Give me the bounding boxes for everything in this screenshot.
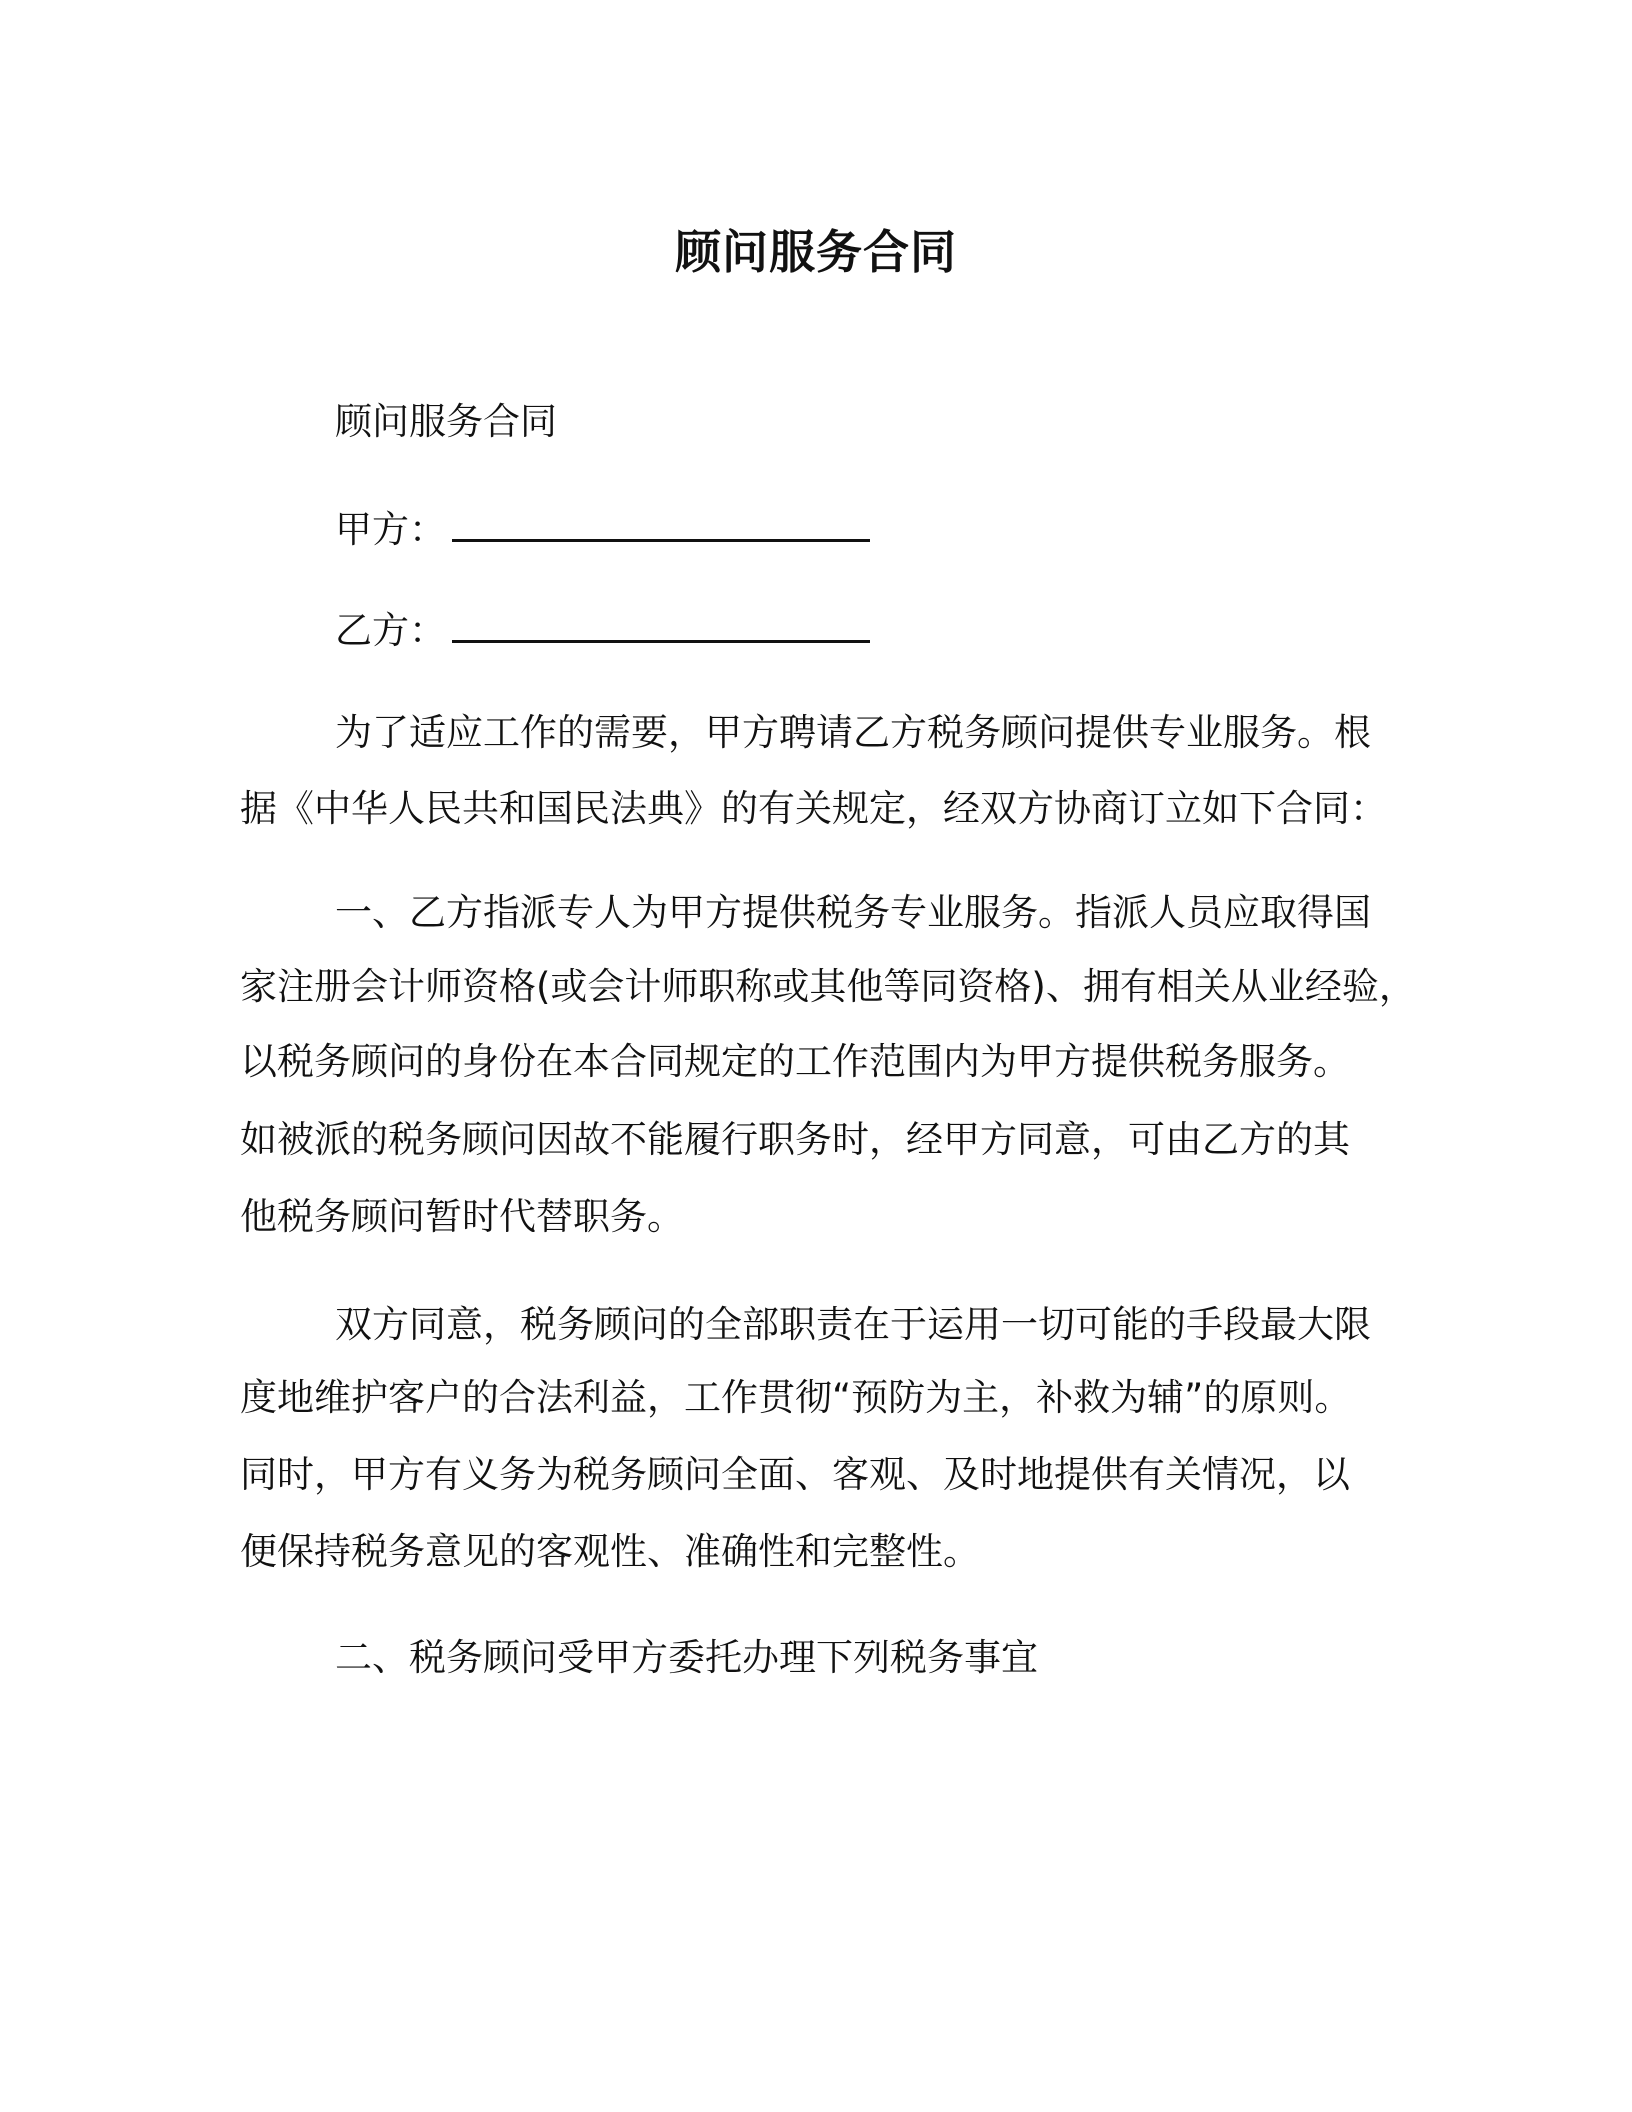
paragraph-line: 一、乙方指派专人为甲方提供税务专业服务。指派人员应取得国	[335, 891, 1371, 934]
document-subtitle: 顾问服务合同	[335, 400, 557, 443]
section-heading: 二、税务顾问受甲方委托办理下列税务事宜	[335, 1636, 1038, 1679]
document-title: 顾问服务合同	[675, 225, 957, 279]
paragraph-line: 据《中华人民共和国民法典》的有关规定，经双方协商订立如下合同：	[240, 787, 1387, 830]
paragraph-line: 以税务顾问的身份在本合同规定的工作范围内为甲方提供税务服务。	[240, 1040, 1350, 1083]
paragraph-line: 同时，甲方有义务为税务顾问全面、客观、及时地提供有关情况，以	[240, 1453, 1350, 1496]
paragraph-line: 度地维护客户的合法利益，工作贯彻“预防为主，补救为辅”的原则。	[240, 1376, 1352, 1419]
paragraph-line: 如被派的税务顾问因故不能履行职务时，经甲方同意，可由乙方的其	[240, 1118, 1350, 1161]
paragraph-line: 他税务顾问暂时代替职务。	[240, 1195, 684, 1238]
party-b-label: 乙方：	[335, 609, 446, 652]
party-a-label: 甲方：	[335, 508, 446, 551]
paragraph-line: 为了适应工作的需要，甲方聘请乙方税务顾问提供专业服务。根	[335, 711, 1371, 754]
paragraph-line: 双方同意，税务顾问的全部职责在于运用一切可能的手段最大限	[335, 1303, 1371, 1346]
party-b-line	[335, 604, 870, 656]
party-a-line	[335, 503, 870, 555]
party-b-blank[interactable]	[452, 604, 870, 643]
paragraph-line: 家注册会计师资格(或会计师职称或其他等同资格)、拥有相关从业经验，	[240, 965, 1416, 1008]
paragraph-line: 便保持税务意见的客观性、准确性和完整性。	[240, 1530, 980, 1573]
party-a-blank[interactable]	[452, 503, 870, 542]
